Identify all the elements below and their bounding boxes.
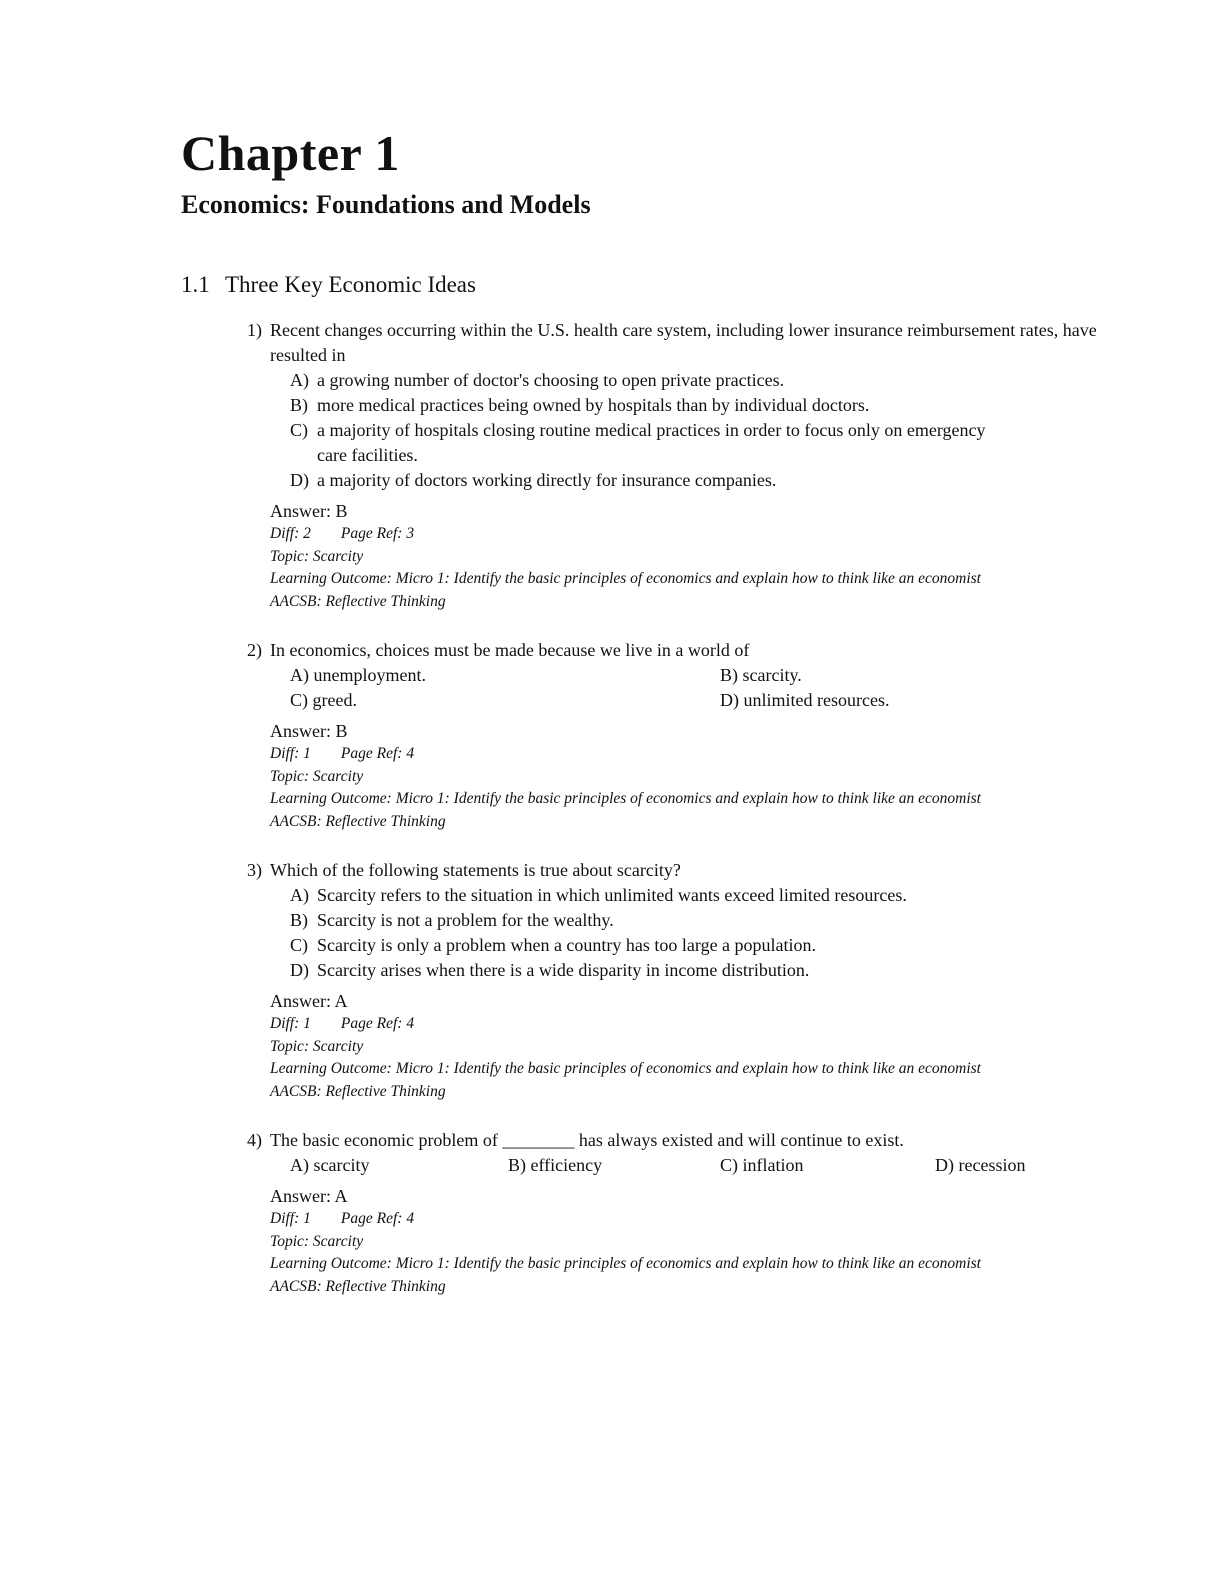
difficulty: Diff: 1 — [270, 745, 311, 762]
page-reference: Page Ref: 3 — [340, 525, 415, 542]
choice-letter: C) — [290, 690, 308, 710]
chapter-subtitle: Economics: Foundations and Models — [181, 190, 591, 219]
learning-outcome: Learning Outcome: Micro 1: Identify the basic principles of economics and explain how to think like an economist — [270, 570, 981, 587]
choice-letter: C) — [290, 420, 308, 440]
aacsb: AACSB: Reflective Thinking — [270, 1277, 446, 1295]
page-reference: Page Ref: 4 — [340, 745, 415, 762]
choice-d — [290, 468, 1107, 493]
page-reference: Page Ref: 4 — [340, 1015, 415, 1032]
choice-text: more medical practices being owned by hospitals than by individual doctors. — [317, 395, 870, 415]
choice-letter: A) — [290, 885, 309, 905]
question-stem — [247, 858, 1107, 883]
choice-letter: D) — [935, 1155, 954, 1175]
choice-text: Scarcity is only a problem when a country has too large a population. — [317, 935, 817, 955]
choice-b — [720, 663, 1120, 688]
answer-choices — [290, 883, 1107, 983]
aacsb: AACSB: Reflective Thinking — [270, 592, 446, 610]
difficulty-line — [270, 523, 1107, 546]
choice-text: greed. — [312, 690, 357, 710]
page-reference: Page Ref: 4 — [340, 1210, 415, 1227]
choice-a — [290, 883, 1107, 908]
question-stem — [247, 1128, 1107, 1153]
choice-a — [290, 368, 1107, 393]
choice-d — [290, 958, 1107, 983]
learning-outcome: Learning Outcome: Micro 1: Identify the basic principles of economics and explain how to think like an economist — [270, 1255, 981, 1272]
choice-letter: A) — [290, 1155, 309, 1175]
choice-text: unemployment. — [313, 665, 426, 685]
choice-a — [290, 663, 720, 688]
question-text: Which of the following statements is true about scarcity? — [270, 860, 681, 880]
chapter-title: Chapter 1 — [181, 125, 400, 181]
question-stem — [247, 318, 1107, 368]
aacsb: AACSB: Reflective Thinking — [270, 1082, 446, 1100]
question-number: 4) — [247, 1130, 262, 1150]
answer-choices — [290, 1153, 1107, 1178]
choice-text: inflation — [742, 1155, 804, 1175]
answer-choices — [290, 368, 1107, 493]
answer-key: Answer: B — [270, 501, 348, 521]
choice-b — [290, 908, 1107, 933]
choice-text: scarcity — [313, 1155, 370, 1175]
question-2 — [247, 638, 1107, 833]
choice-b — [508, 1153, 720, 1178]
question-metadata — [270, 1184, 1107, 1298]
choice-letter: B) — [290, 910, 308, 930]
choice-letter: A) — [290, 370, 309, 390]
choice-text: efficiency — [530, 1155, 603, 1175]
topic: Topic: Scarcity — [270, 1037, 364, 1055]
section-title: Three Key Economic Ideas — [225, 272, 476, 297]
choice-c — [720, 1153, 935, 1178]
choice-b — [290, 393, 1107, 418]
choice-letter: B) — [720, 665, 738, 685]
choice-text: unlimited resources. — [743, 690, 890, 710]
question-stem — [247, 638, 1107, 663]
answer-key: Answer: A — [270, 1186, 348, 1206]
choice-c — [290, 933, 1107, 958]
choice-text: Scarcity arises when there is a wide disparity in income distribution. — [317, 960, 810, 980]
choice-text: Scarcity refers to the situation in which unlimited wants exceed limited resources. — [317, 885, 907, 905]
topic: Topic: Scarcity — [270, 1232, 364, 1250]
question-metadata — [270, 989, 1107, 1103]
question-text: Recent changes occurring within the U.S. health care system, including lower insurance reimbursement rates, have resulted in — [270, 320, 1097, 365]
choice-letter: C) — [290, 935, 308, 955]
learning-outcome: Learning Outcome: Micro 1: Identify the basic principles of economics and explain how to think like an economist — [270, 790, 981, 807]
question-3 — [247, 858, 1107, 1103]
section-number: 1.1 — [181, 272, 210, 297]
choice-a — [290, 1153, 508, 1178]
topic: Topic: Scarcity — [270, 767, 364, 785]
question-4 — [247, 1128, 1107, 1298]
difficulty: Diff: 1 — [270, 1210, 311, 1227]
question-number: 3) — [247, 860, 262, 880]
section-heading — [181, 271, 476, 299]
difficulty-line — [270, 1013, 1107, 1036]
choice-letter: C) — [720, 1155, 738, 1175]
choice-letter: A) — [290, 665, 309, 685]
choice-text: a majority of doctors working directly for insurance companies. — [317, 470, 777, 490]
question-metadata — [270, 499, 1107, 613]
choice-c — [290, 688, 720, 713]
question-number: 2) — [247, 640, 262, 660]
question-1 — [247, 318, 1107, 613]
answer-key: Answer: B — [270, 721, 348, 741]
choice-text: scarcity. — [742, 665, 802, 685]
topic: Topic: Scarcity — [270, 547, 364, 565]
choice-letter: B) — [508, 1155, 526, 1175]
question-number: 1) — [247, 320, 262, 340]
difficulty: Diff: 1 — [270, 1015, 311, 1032]
difficulty-line — [270, 743, 1107, 766]
choice-letter: D) — [290, 960, 309, 980]
choice-letter: D) — [290, 470, 309, 490]
answer-choices — [290, 663, 1107, 713]
question-text: In economics, choices must be made because we live in a world of — [270, 640, 750, 660]
answer-key: Answer: A — [270, 991, 348, 1011]
difficulty-line — [270, 1208, 1107, 1231]
learning-outcome: Learning Outcome: Micro 1: Identify the basic principles of economics and explain how to think like an economist — [270, 1060, 981, 1077]
choice-d — [720, 688, 1120, 713]
question-text: The basic economic problem of ________ has always existed and will continue to exist. — [270, 1130, 904, 1150]
choice-text: a growing number of doctor's choosing to open private practices. — [317, 370, 785, 390]
choice-text: Scarcity is not a problem for the wealthy. — [317, 910, 614, 930]
choice-letter: D) — [720, 690, 739, 710]
difficulty: Diff: 2 — [270, 525, 311, 542]
aacsb: AACSB: Reflective Thinking — [270, 812, 446, 830]
question-metadata — [270, 719, 1107, 833]
choice-text: recession — [958, 1155, 1026, 1175]
choice-text: a majority of hospitals closing routine medical practices in order to focus only on emergency care facilities. — [317, 420, 986, 465]
choice-d — [935, 1153, 1095, 1178]
choice-letter: B) — [290, 395, 308, 415]
choice-c — [290, 418, 1107, 468]
